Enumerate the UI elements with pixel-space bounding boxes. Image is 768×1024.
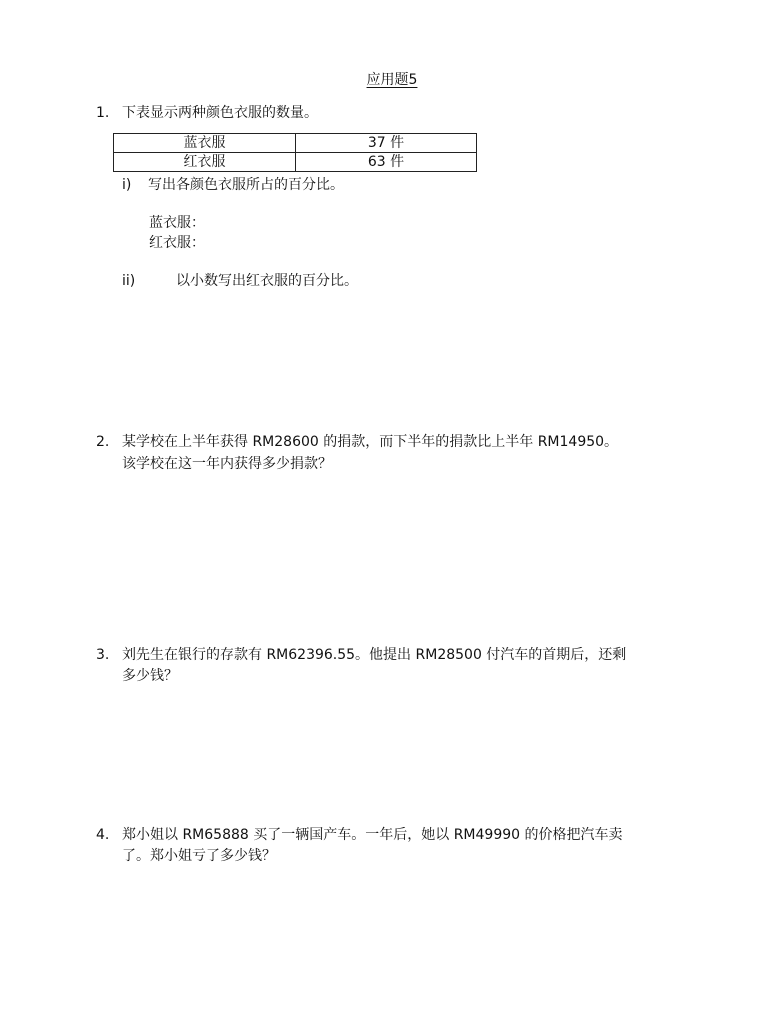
question-1-text: 下表显示两种颜色衣服的数量。 <box>122 105 318 121</box>
answer-line-blue: 蓝衣服： <box>149 215 205 231</box>
question-2-line-1: 某学校在上半年获得 RM28600 的捐款，而下半年的捐款比上半年 RM14950。 <box>122 434 619 450</box>
clothes-count-table <box>113 133 477 172</box>
question-3-line-2: 多少钱？ <box>122 668 178 684</box>
question-2-number: 2. <box>96 434 110 450</box>
part-ii-text: 以小数写出红衣服的百分比。 <box>176 273 358 289</box>
question-3-line-1: 刘先生在银行的存款有 RM62396.55。他提出 RM28500 付汽车的首期后，还剩 <box>122 647 627 663</box>
table-cell-value: 63 件 <box>296 153 477 172</box>
table-cell-name: 蓝衣服 <box>114 134 296 153</box>
question-4-number: 4. <box>96 827 110 843</box>
part-i-text: 写出各颜色衣服所占的百分比。 <box>148 177 344 193</box>
question-1-number: 1. <box>96 105 110 121</box>
table-row <box>114 153 477 172</box>
table-cell-value: 37 件 <box>296 134 477 153</box>
answer-line-red: 红衣服： <box>149 235 205 251</box>
table-row <box>114 134 477 153</box>
question-4-line-1: 郑小姐以 RM65888 买了一辆国产车。一年后，她以 RM49990 的价格把汽车卖 <box>122 827 623 843</box>
question-2-line-2: 该学校在这一年内获得多少捐款？ <box>122 456 332 472</box>
question-3-number: 3. <box>96 647 110 663</box>
question-4-line-2: 了。郑小姐亏了多少钱？ <box>122 848 276 864</box>
part-ii-label: ii) <box>122 273 136 289</box>
part-i-label: i) <box>122 177 132 193</box>
page-title: 应用题5 <box>366 72 418 88</box>
table-cell-name: 红衣服 <box>114 153 296 172</box>
